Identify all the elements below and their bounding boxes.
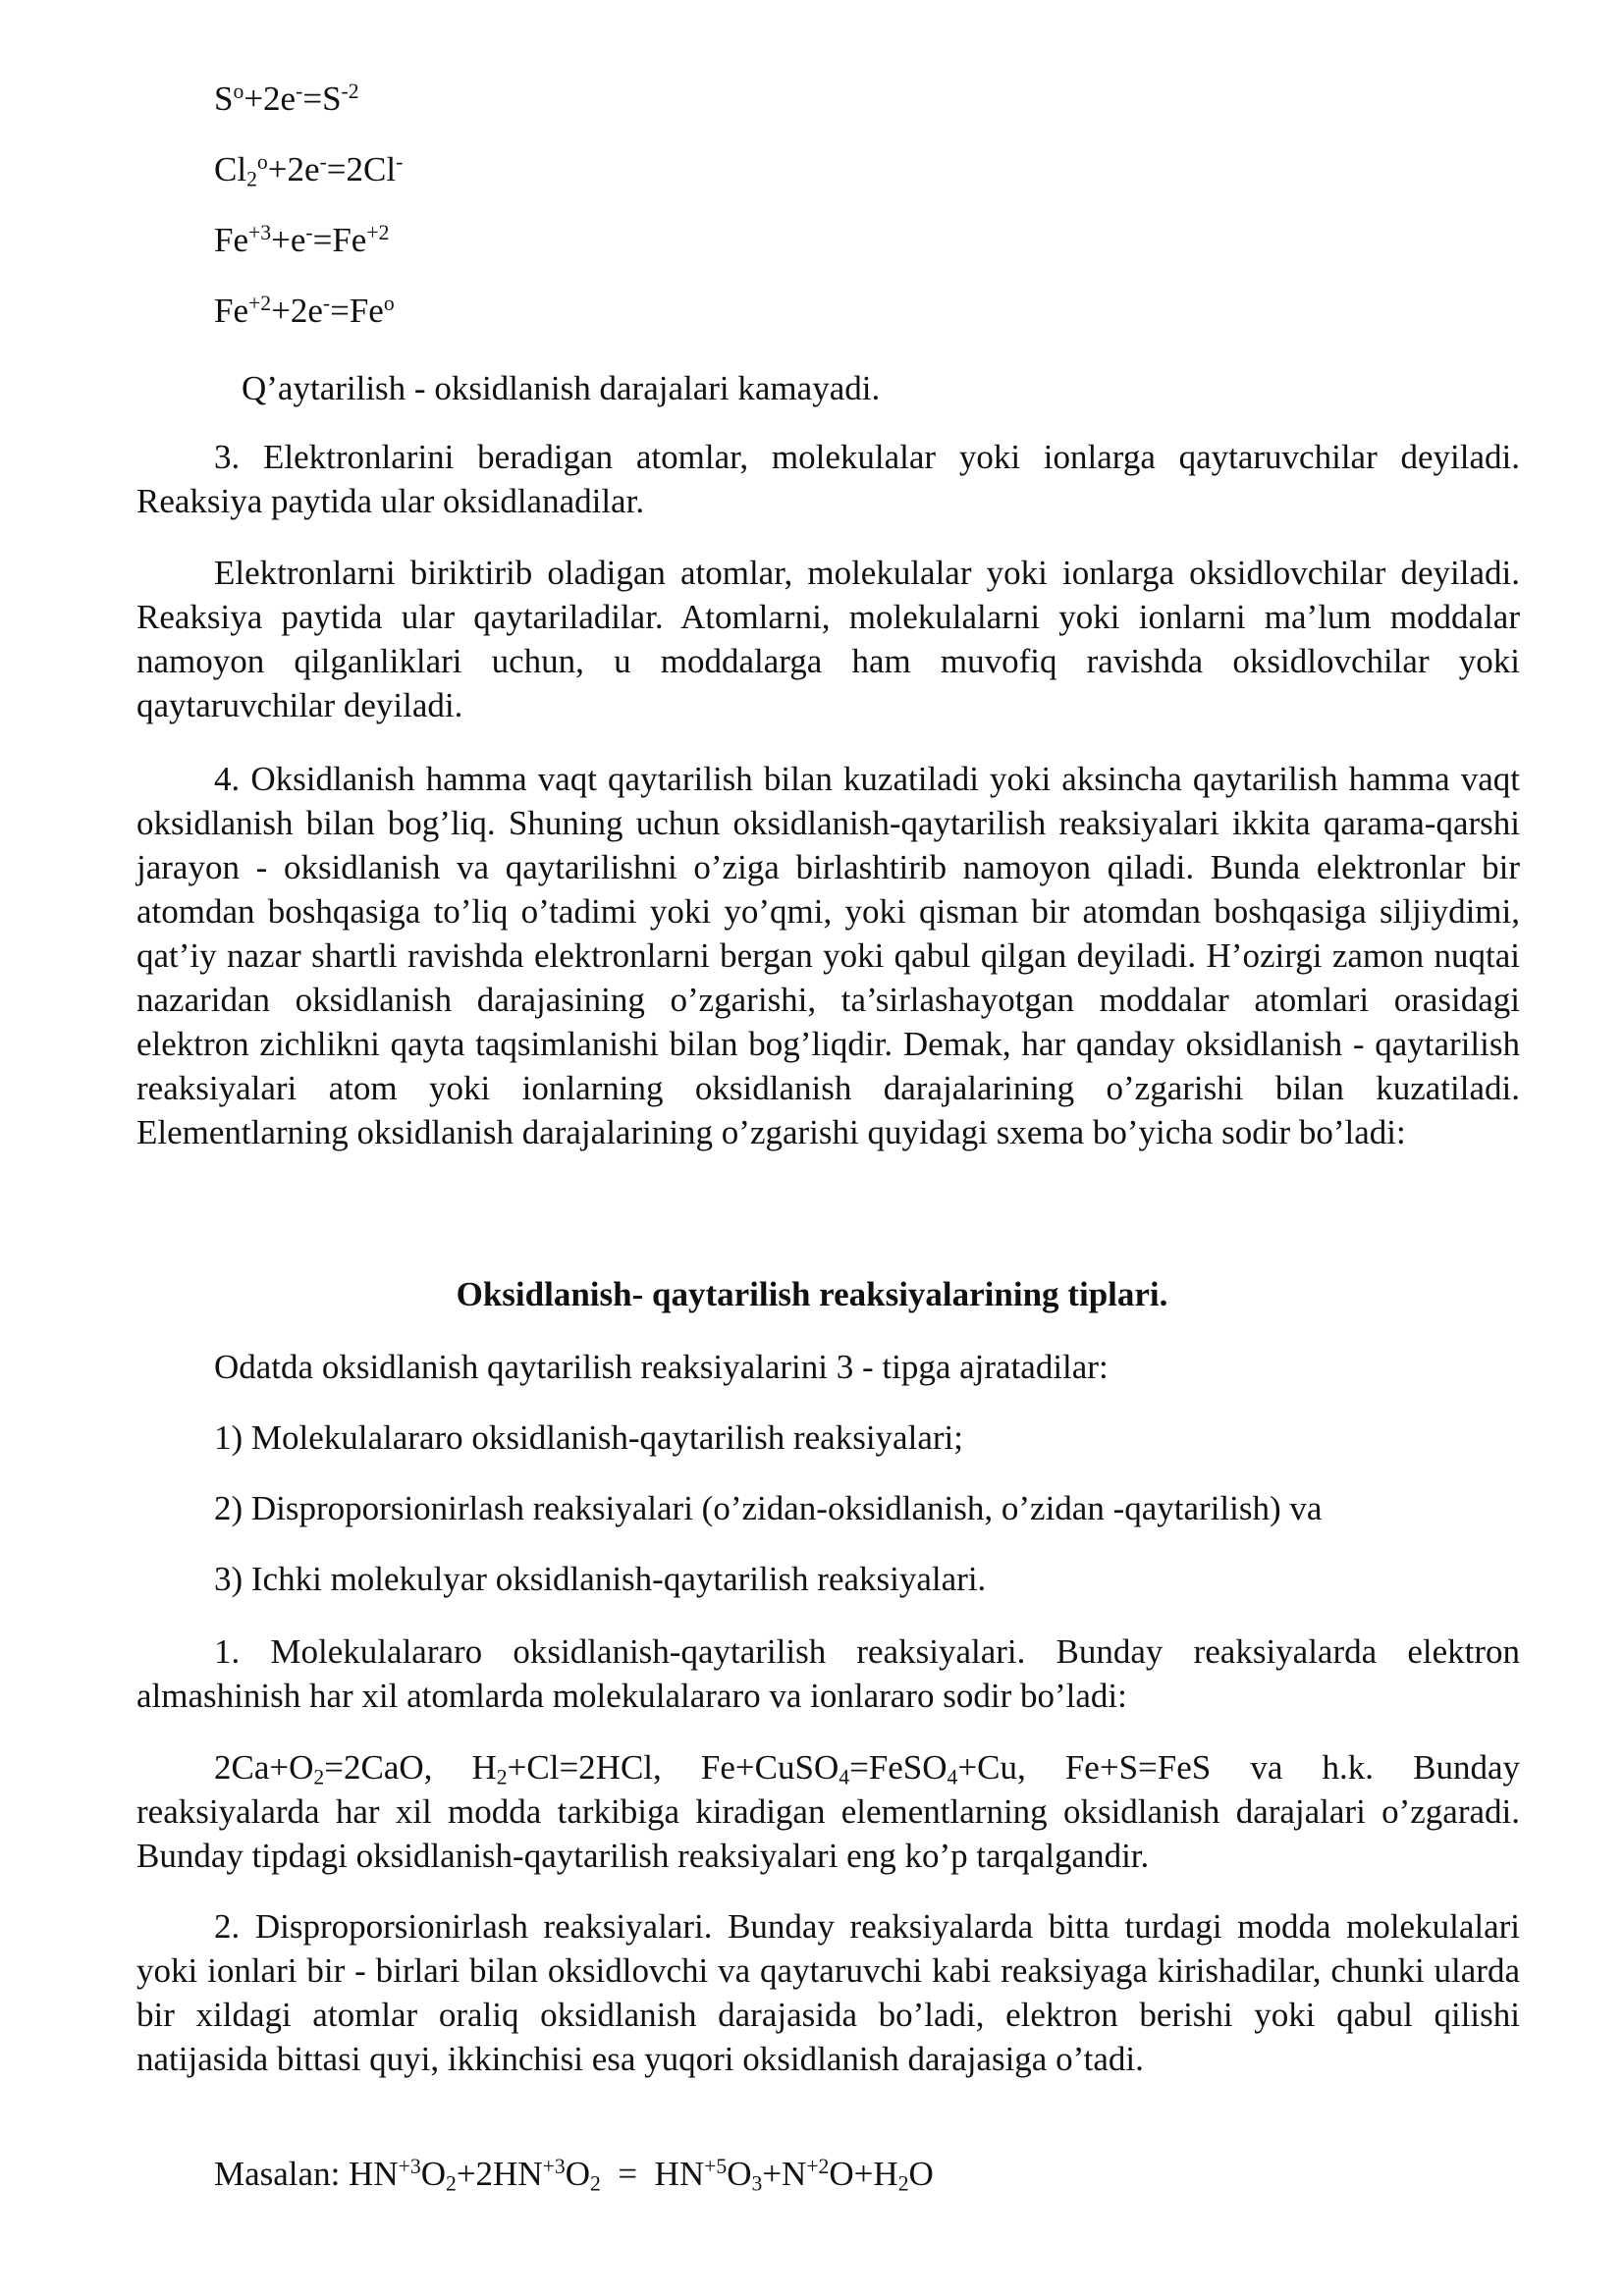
equation-sulfur-reduction: $S^o+2e^-=S^{-2}$ xyxy=(214,80,359,118)
equation-iron3-reduction: $Fe^{+3}+e^-=Fe^{+2}$ xyxy=(214,221,390,259)
example-masalan: Masalan: $HN^{+3}O_2+2HN^{+3}O_2 = HN^{+5}O_3+N^{+2}O+H_2O$ xyxy=(214,2155,934,2196)
type-item-3: 3) Ichki molekulyar oksidlanish-qaytarilish reaksiyalari. xyxy=(214,1560,987,1598)
equation-chlorine-reduction: $Cl_2^o+2e^-=2Cl^-$ xyxy=(214,150,404,191)
paragraph-oxidizers: Elektronlarni biriktirib oladigan atomlar, molekulalar yoki ionlarga oksidlovchilar deyiladi. Reaksiya paytida ular qaytariladilar. Atomlarni, molekulalarni yoki ionlarni ma’lum moddalar namoyon qilganliklari uchun, u moddalarga ham muvofiq ravishda oksidlovchilar yoki qaytaruvchilar deyiladi. xyxy=(136,554,1520,724)
type-item-1: 1) Molekulalararo oksidlanish-qaytarilish reaksiyalari; xyxy=(214,1418,963,1457)
paragraph-intermolecular-examples xyxy=(136,1745,1520,1878)
paragraph-redox-explanation: 4. Oksidlanish hamma vaqt qaytarilish bilan kuzatiladi yoki aksincha qaytarilish hamma vaqt oksidlanish bilan bog’liq. Shuning uchun oksidlanish-qaytarilish reaksiyalari ikkita qarama-qarshi jarayon - oksidlanish va qaytarilishni o’ziga birlashtirib namoyon qiladi. Bunda elektronlar bir atomdan boshqasiga to’liq o’tadimi yoki yo’qmi, yoki qisman bir atomdan boshqasiga siljiydimi, qat’iy nazar shartli ravishda elektronlarni bergan yoki qabul qilgan deyiladi. H’ozirgi zamon nuqtai nazaridan oksidlanish darajasining o’zgarishi, ta’sirlashayotgan moddalar atomlari orasidagi elektron zichlikni qayta taqsimlanishi bilan bog’liqdir. Demak, har qanday oksidlanish - qaytarilish reaksiyalari atom yoki ionlarning oksidlanish darajalarining o’zgarishi bilan kuzatiladi. Elementlarning oksidlanish darajalarining o’zgarishi quyidagi sxema bo’yicha sodir bo’ladi: xyxy=(136,760,1520,1151)
types-intro: Odatda oksidlanish qaytarilish reaksiyalarini 3 - tipga ajratadilar: xyxy=(214,1348,1109,1386)
paragraph-disproportionation: 2. Disproporsionirlash reaksiyalari. Bunday reaksiyalarda bitta turdagi modda molekulalari yoki ionlari bir - birlari bilan oksidlovchi va qaytaruvchi kabi reaksiyaga kirishadilar, chunki ularda bir xildagi atomlar oraliq oksidlanish darajasida bo’ladi, elektron berishi yoki qabul qilishi natijasida bittasi quyi, ikkinchisi esa yuqori oksidlanish darajasiga o’tadi. xyxy=(136,1907,1520,2078)
type-item-2: 2) Disproporsionirlash reaksiyalari (o’zidan-oksidlanish, o’zidan -qaytarilish) va xyxy=(214,1489,1323,1527)
reduction-note: Q’aytarilish - oksidlanish darajalari kamayadi. xyxy=(242,369,881,407)
paragraph-intermolecular: 1. Molekulalararo oksidlanish-qaytarilish reaksiyalari. Bunday reaksiyalarda elektron almashinish har xil atomlarda molekulalararo va ionlararo sodir bo’ladi: xyxy=(136,1632,1520,1715)
section-heading: Oksidlanish- qaytarilish reaksiyalarining tiplari. xyxy=(456,1275,1168,1313)
example-reactions: $2Ca+O_2=2CaO$, $H_2+Cl=2HCl$, Fe+CuSO$_4$=FeSO$_4$+Cu, Fe+S=FeS va h.k. xyxy=(214,1748,1375,1789)
paragraph-reducers: 3. Elektronlarini beradigan atomlar, molekulalar yoki ionlarga qaytaruvchilar deyiladi. Reaksiya paytida ular oksidlanadilar. xyxy=(136,438,1520,520)
examples-explanation: Bunday reaksiyalarda har xil modda tarkibiga kiradigan elementlarning oksidlanish darajalari o’zgaradi. Bunday tipdagi oksidlanish-qaytarilish reaksiyalari eng ko’p tarqalgandir. xyxy=(136,1748,1521,1875)
equation-iron2-reduction: $Fe^{+2}+2e^-=Fe^o$ xyxy=(214,292,395,330)
